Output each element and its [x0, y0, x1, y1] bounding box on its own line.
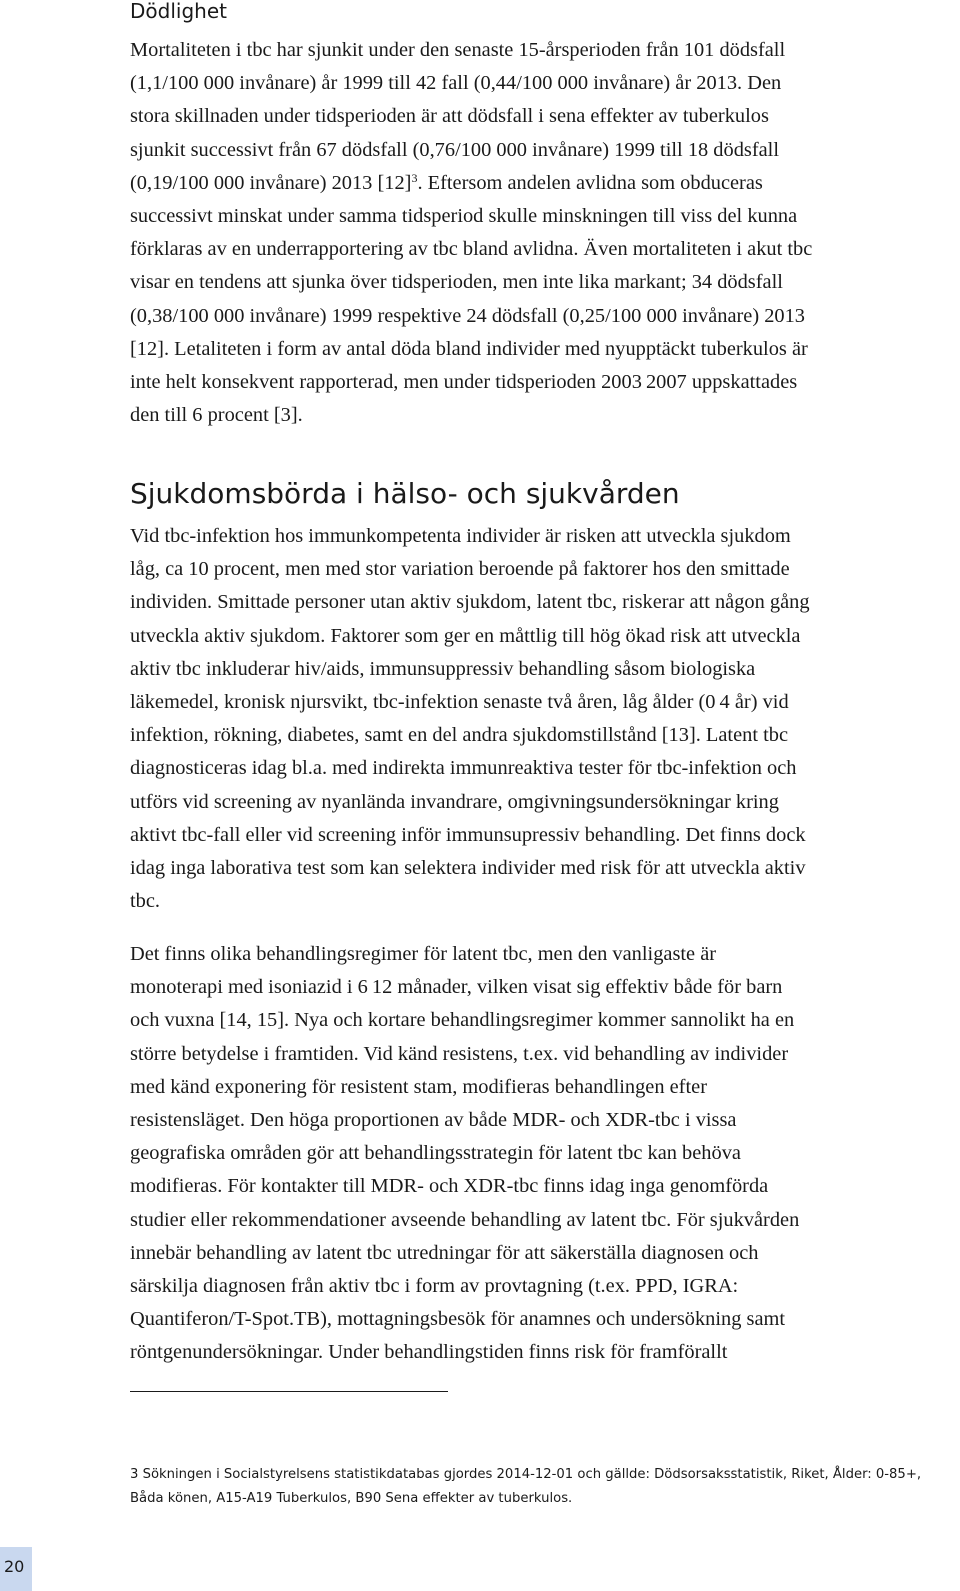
text-line: successivt minskat under samma tidsperiod skulle minskningen till viss del kunna — [130, 205, 798, 228]
text-line: sjunkit successivt från 67 dödsfall (0,76/100 000 invånare) 1999 till 18 dödsfall — [130, 138, 779, 161]
text-line: innebär behandling av latent tbc utredningar för att säkerställa diagnosen och — [130, 1241, 759, 1264]
text-line: aktiv tbc inkluderar hiv/aids, immunsuppressiv behandling såsom biologiska — [130, 657, 756, 680]
footnote-line: Båda könen, A15-A19 Tuberkulos, B90 Sena effekter av tuberkulos. — [130, 1491, 573, 1506]
text-line: aktivt tbc-fall eller vid screening inför immunsupressiv behandling. Det finns dock — [130, 823, 806, 846]
text-line: (1,1/100 000 invånare) år 1999 till 42 fall (0,44/100 000 invånare) år 2013. Den — [130, 72, 782, 95]
footnote-divider — [130, 1391, 448, 1392]
paragraph-mortality — [130, 34, 940, 432]
text-line: idag inga laborativa test som kan selektera individer med risk för att utveckla aktiv — [130, 857, 806, 880]
text-line: resistensläget. Den höga proportionen av både MDR- och XDR-tbc i vissa — [130, 1109, 737, 1132]
text-line: diagnosticeras idag bl.a. med indirekta immunreaktiva tester för tbc-infektion och — [130, 757, 797, 780]
text-line: individen. Smittade personer utan aktiv sjukdom, latent tbc, riskerar att någon gång — [130, 591, 810, 614]
paragraph-treatment-regimes — [130, 938, 940, 1370]
text-line: Vid tbc-infektion hos immunkompetenta individer är risken att utveckla sjukdom — [130, 525, 791, 547]
text-line: utförs vid screening av nyanlända invandrare, omgivningsundersökningar kring — [130, 790, 779, 813]
text-line: infektion, rökning, diabetes, samt en del andra sjukdomstillstånd [13]. Latent tbc — [130, 724, 789, 747]
section-heading-dodlighet: Dödlighet — [130, 0, 227, 23]
text-segment: (0,19/100 000 invånare) 2013 [12] — [130, 171, 412, 194]
text-line: inte helt konsekvent rapporterad, men under tidsperioden 2003 2007 uppskattades — [130, 371, 798, 394]
page-number: 20 — [0, 1547, 32, 1591]
text-line: tbc. — [130, 890, 161, 913]
text-line: röntgenundersökningar. Under behandlingstiden finns risk för framförallt — [130, 1341, 728, 1364]
text-line: studier eller rekommendationer avseende behandling av latent tbc. För sjukvården — [130, 1208, 800, 1231]
text-line: särskilja diagnosen från aktiv tbc i form av provtagning (t.ex. PPD, IGRA: — [130, 1275, 739, 1298]
text-line: låg, ca 10 procent, men med stor variation beroende på faktorer hos den smittade — [130, 558, 790, 581]
text-line: utveckla aktiv sjukdom. Faktorer som ger en måttlig till hög ökad risk att utveckla — [130, 624, 801, 647]
text-line: Quantiferon/T-Spot.TB), mottagningsbesök för anamnes och undersökning samt — [130, 1308, 786, 1331]
text-line — [130, 167, 940, 200]
text-line: stora skillnaden under tidsperioden är att dödsfall i sena effekter av tuberkulos — [130, 105, 769, 128]
text-line: med känd exponering för resistent stam, modifieras behandlingen efter — [130, 1075, 707, 1098]
text-line: modifieras. För kontakter till MDR- och XDR-tbc finns idag inga genomförda — [130, 1175, 769, 1198]
text-line: Det finns olika behandlingsregimer för latent tbc, men den vanligaste är — [130, 943, 717, 965]
text-line: förklaras av en underrapportering av tbc bland avlidna. Även mortaliteten i akut tbc — [130, 238, 813, 261]
footnote-reference: 3 — [411, 170, 418, 185]
section-heading-sjukdomsborda: Sjukdomsbörda i hälso- och sjukvården — [130, 477, 680, 510]
text-line: [12]. Letaliteten i form av antal döda bland individer med nyupptäckt tuberkulos är — [130, 337, 808, 360]
text-line: geografiska områden gör att behandlingsstrategin för latent tbc kan behöva — [130, 1142, 741, 1165]
footnote — [130, 1463, 950, 1511]
text-line: läkemedel, kronisk njursvikt, tbc-infektion senaste två åren, låg ålder (0 4 år) vid — [130, 691, 789, 714]
text-line: Mortaliteten i tbc har sjunkit under den senaste 15-årsperioden från 101 dödsfall — [130, 39, 786, 61]
text-segment: . Eftersom andelen avlidna som obduceras — [417, 171, 763, 194]
text-line: och vuxna [14, 15]. Nya och kortare behandlingsregimer kommer sannolikt ha en — [130, 1009, 795, 1032]
footnote-line: 3 Sökningen i Socialstyrelsens statistikdatabas gjordes 2014-12-01 och gällde: Dödsorsaksstatistik, Riket, Ålder: 0-85+, — [130, 1467, 922, 1482]
text-line: (0,38/100 000 invånare) 1999 respektive 24 dödsfall (0,25/100 000 invånare) 2013 — [130, 304, 806, 327]
text-line: monoterapi med isoniazid i 6 12 månader, vilken visat sig effektiv både för barn — [130, 976, 783, 999]
text-line: den till 6 procent [3]. — [130, 404, 303, 427]
text-line: visar en tendens att sjunka över tidsperioden, men inte lika markant; 34 dödsfall — [130, 271, 783, 294]
paragraph-latent-tbc-risk — [130, 520, 940, 918]
text-line: större betydelse i framtiden. Vid känd resistens, t.ex. vid behandling av individer — [130, 1042, 789, 1065]
